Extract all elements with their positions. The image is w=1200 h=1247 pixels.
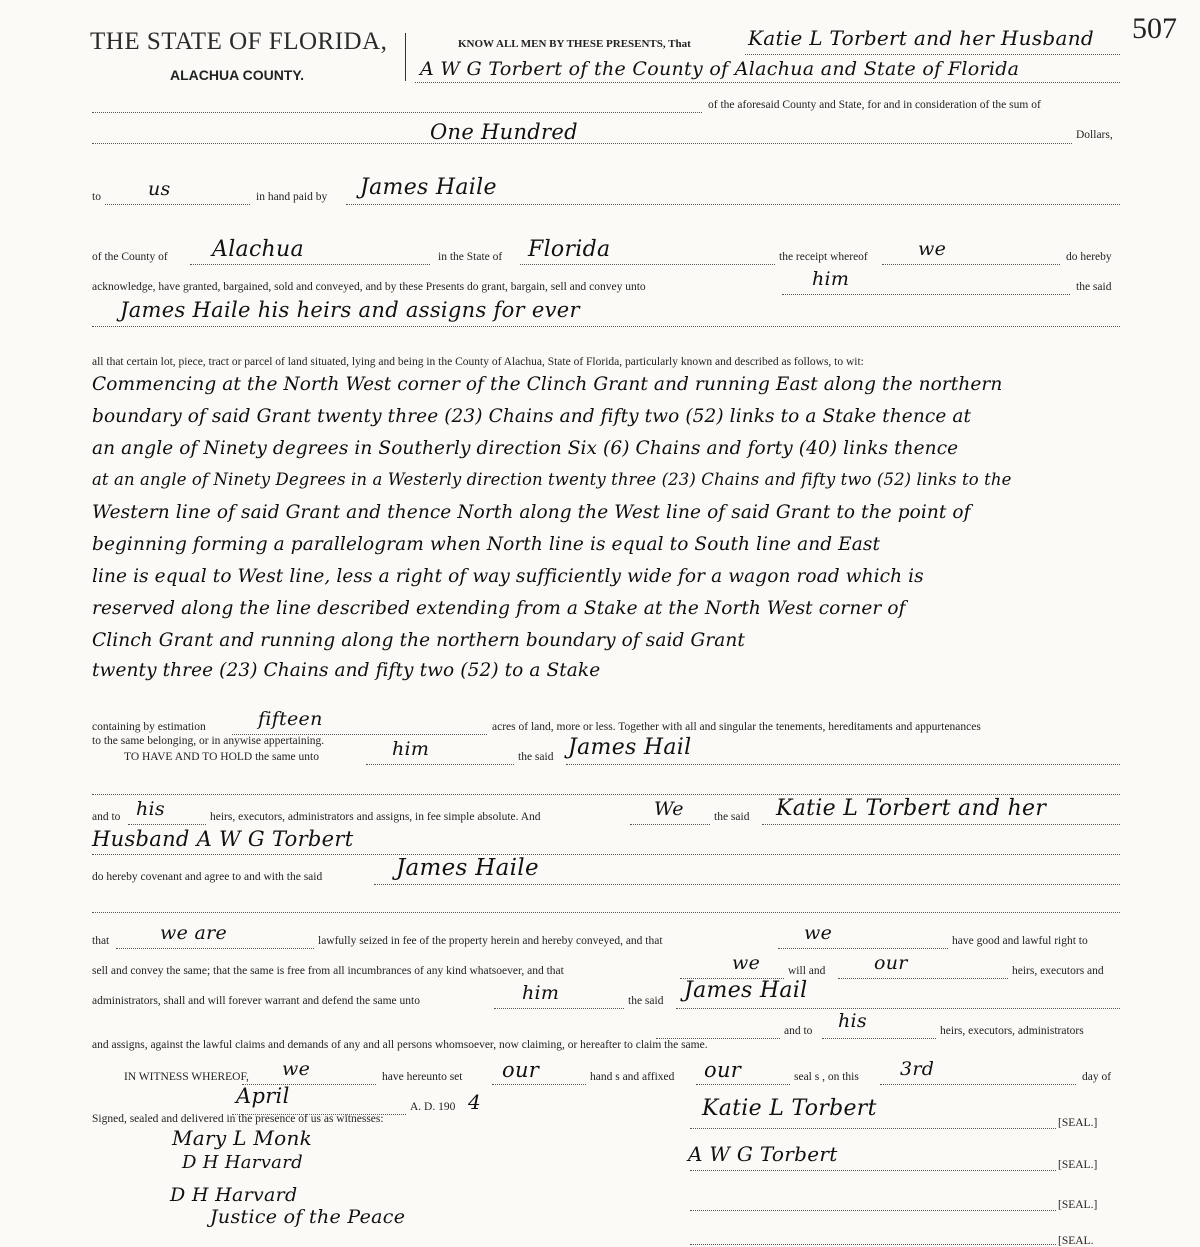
covenant-blank-line	[92, 912, 1120, 913]
witness-our-handwriting-1: our	[502, 1058, 540, 1082]
description-line: boundary of said Grant twenty three (23) Chains and fifty two (52) links to a Stake thence at	[92, 406, 972, 427]
acres-text: acres of land, more or less. Together with all and singular the tenements, hereditaments and appurtenances	[492, 721, 981, 733]
year-handwriting: 4	[468, 1090, 482, 1114]
heirs-grantor-line-2	[92, 854, 1120, 855]
admin-text: administrators, shall and will forever warrant and defend the same unto	[92, 995, 420, 1007]
description-line: an angle of Ninety degrees in Southerly direction Six (6) Chains and forty (40) links thence	[92, 438, 959, 459]
seal-label-1: [SEAL.]	[1058, 1117, 1098, 1129]
habendum-grantee-line	[566, 764, 1120, 765]
habendum-unto-line	[366, 764, 514, 765]
grantor-line-2	[415, 82, 1120, 83]
aforesaid-text: of the aforesaid County and State, for and in consideration of the sum of	[708, 99, 1041, 111]
witness-our-line-2	[696, 1084, 790, 1085]
description-line: twenty three (23) Chains and fifty two (52) to a Stake	[92, 660, 601, 681]
justice-title: Justice of the Peace	[210, 1206, 406, 1228]
our-handwriting: our	[874, 952, 908, 974]
know-all-men: KNOW ALL MEN BY THESE PRESENTS, That	[458, 38, 691, 50]
heirs-grantor-handwriting: Katie L Torbert and her	[776, 796, 1047, 821]
seal-line-2	[690, 1170, 1056, 1171]
admin-said-text: the said	[628, 995, 664, 1007]
admin-unto-line	[494, 1008, 624, 1009]
month-handwriting: April	[236, 1084, 290, 1108]
seized-we-handwriting: we	[804, 922, 833, 944]
unto-handwriting: him	[812, 268, 850, 290]
receipt-handwriting: we	[918, 238, 947, 260]
and-to-suffix-text: heirs, executors, administrators	[940, 1025, 1084, 1037]
grantee-line	[92, 326, 1120, 327]
covenant-handwriting: James Haile	[396, 855, 539, 881]
state-heading: THE STATE OF FLORIDA,	[90, 28, 388, 55]
description-line: line is equal to West line, less a right of way sufficiently wide for a wagon road which is	[92, 566, 924, 587]
to-line	[105, 204, 250, 205]
covenant-line	[374, 884, 1120, 885]
amount-line	[92, 143, 1072, 144]
unto-line	[782, 294, 1070, 295]
day-of-text: day of	[1082, 1071, 1112, 1083]
day-line	[880, 1084, 1076, 1085]
sell-text: sell and convey the same; that the same is free from all incumbrances of any kind whatsoever, and that	[92, 965, 564, 977]
habendum-grantee-handwriting: James Hail	[568, 735, 692, 760]
of-county-text: of the County of	[92, 251, 168, 263]
and-to-text-2: and to	[784, 1025, 813, 1037]
day-handwriting: 3rd	[900, 1058, 935, 1080]
acres-handwriting: fifteen	[258, 708, 323, 730]
admin-grantee-handwriting: James Hail	[684, 978, 808, 1003]
description-line: beginning forming a parallelogram when North line is equal to South line and East	[92, 534, 880, 555]
signed-text: Signed, sealed and delivered in the presence of us as witnesses:	[92, 1113, 384, 1125]
seal-on-text: seal s , on this	[794, 1071, 859, 1083]
justice-signature: D H Harvard	[170, 1184, 298, 1206]
header-brace	[405, 33, 406, 81]
habendum-unto-handwriting: him	[392, 738, 430, 760]
description-line: at an angle of Ninety Degrees in a Westerly direction twenty three (23) Chains and fifty two (52) links to the	[92, 470, 1012, 489]
county-heading: ALACHUA COUNTY.	[170, 67, 305, 83]
covenant-text: do hereby covenant and agree to and with the said	[92, 871, 323, 883]
that-text: that	[92, 935, 110, 947]
in-state-text: in the State of	[438, 251, 503, 263]
description-line: reserved along the line described extending from a Stake at the North West corner of	[92, 598, 906, 619]
witness-our-handwriting-2: our	[704, 1058, 742, 1082]
payer-handwriting: James Haile	[360, 175, 497, 200]
county-line	[190, 264, 430, 265]
to-text: to	[92, 191, 101, 203]
receipt-line	[882, 264, 1060, 265]
belonging-text: to the same belonging, or in anywise appertaining.	[92, 735, 325, 747]
heirs-text: heirs, executors, administrators and assigns, in fee simple absolute. And	[210, 811, 541, 823]
seized-suffix-text: have good and lawful right to	[952, 935, 1088, 947]
seal-label-4: [SEAL.	[1058, 1235, 1094, 1247]
our-line	[838, 978, 1008, 979]
amount-handwriting: One Hundred	[430, 120, 578, 144]
county-handwriting: Alachua	[212, 237, 304, 262]
habendum-blank-line	[92, 794, 1120, 795]
grantee-handwriting: James Haile his heirs and assigns for ever	[120, 298, 580, 322]
admin-unto-handwriting: him	[522, 982, 560, 1004]
seal-line-4	[690, 1244, 1056, 1245]
in-hand-paid-text: in hand paid by	[256, 191, 328, 203]
witness-signature-1: Mary L Monk	[172, 1126, 313, 1150]
receipt-text: the receipt whereof	[779, 251, 868, 263]
admin-grantee-line	[676, 1008, 1120, 1009]
seal-label-3: [SEAL.]	[1058, 1199, 1098, 1211]
habendum-text: TO HAVE AND TO HOLD the same unto	[124, 751, 319, 763]
do-hereby-text: do hereby	[1066, 251, 1112, 263]
seal-line-3	[690, 1210, 1056, 1211]
ad-text: A. D. 190	[410, 1101, 456, 1113]
state-line	[520, 264, 775, 265]
his-handwriting: his	[136, 798, 165, 820]
seized-we-line	[778, 948, 948, 949]
and-to-his-line	[822, 1038, 936, 1039]
witness-signature-2: D H Harvard	[182, 1152, 303, 1173]
grant-text: acknowledge, have granted, bargained, sold and conveyed, and by these Presents do grant, bargain, sell and convey unto	[92, 281, 646, 293]
and-to-text: and to	[92, 811, 121, 823]
we-are-handwriting: we are	[160, 922, 228, 944]
we-line	[630, 824, 710, 825]
we-handwriting: We	[654, 798, 684, 820]
hand-affixed-text: hand s and affixed	[590, 1071, 675, 1083]
grantor-handwriting-1: Katie L Torbert and her Husband	[748, 26, 1095, 50]
heirs-grantor-line	[762, 824, 1120, 825]
witness-our-line-1	[492, 1084, 586, 1085]
description-line: Commencing at the North West corner of the Clinch Grant and running East along the northern	[92, 374, 1003, 395]
description-line: Western line of said Grant and thence North along the West line of said Grant to the point of	[92, 502, 971, 523]
dollars-text: Dollars,	[1076, 129, 1113, 141]
hereunto-text: have hereunto set	[382, 1071, 463, 1083]
containing-text: containing by estimation	[92, 721, 206, 733]
assigns-text: and assigns, against the lawful claims and demands of any and all persons whomsoever, now claiming, or hereafter to claim the same.	[92, 1039, 708, 1051]
sell-we-handwriting: we	[732, 952, 761, 974]
and-to-his-handwriting: his	[838, 1010, 867, 1032]
signer-signature-2: A W G Torbert	[688, 1142, 838, 1166]
seal-line-1	[690, 1128, 1056, 1129]
sell-suffix-text: heirs, executors and	[1012, 965, 1104, 977]
grantor-handwriting-2: A W G Torbert of the County of Alachua and State of Florida	[420, 58, 1020, 80]
heirs-said-text: the said	[714, 811, 750, 823]
grantor-line-1	[745, 54, 1120, 55]
we-are-line	[116, 948, 314, 949]
seized-text: lawfully seized in fee of the property herein and hereby conveyed, and that	[318, 935, 663, 947]
will-and-text: will and	[788, 965, 826, 977]
his-line	[128, 824, 206, 825]
the-said-text: the said	[1076, 281, 1112, 293]
page-number: 507	[1132, 12, 1177, 45]
seal-label-2: [SEAL.]	[1058, 1159, 1098, 1171]
to-handwriting: us	[148, 178, 171, 200]
consideration-line	[92, 112, 702, 113]
land-intro-text: all that certain lot, piece, tract or parcel of land situated, lying and being in the County of Alachua, State of Florida, particularly known and described as follows, to wit:	[92, 356, 864, 368]
state-handwriting: Florida	[528, 237, 611, 262]
signer-signature-1: Katie L Torbert	[702, 1096, 877, 1121]
witness-text: IN WITNESS WHEREOF,	[124, 1071, 249, 1083]
heirs-grantor-handwriting-2: Husband A W G Torbert	[92, 827, 354, 851]
habendum-said-text: the said	[518, 751, 554, 763]
witness-we-handwriting: we	[282, 1058, 311, 1080]
payer-line	[346, 204, 1120, 205]
description-line: Clinch Grant and running along the northern boundary of said Grant	[92, 630, 745, 651]
